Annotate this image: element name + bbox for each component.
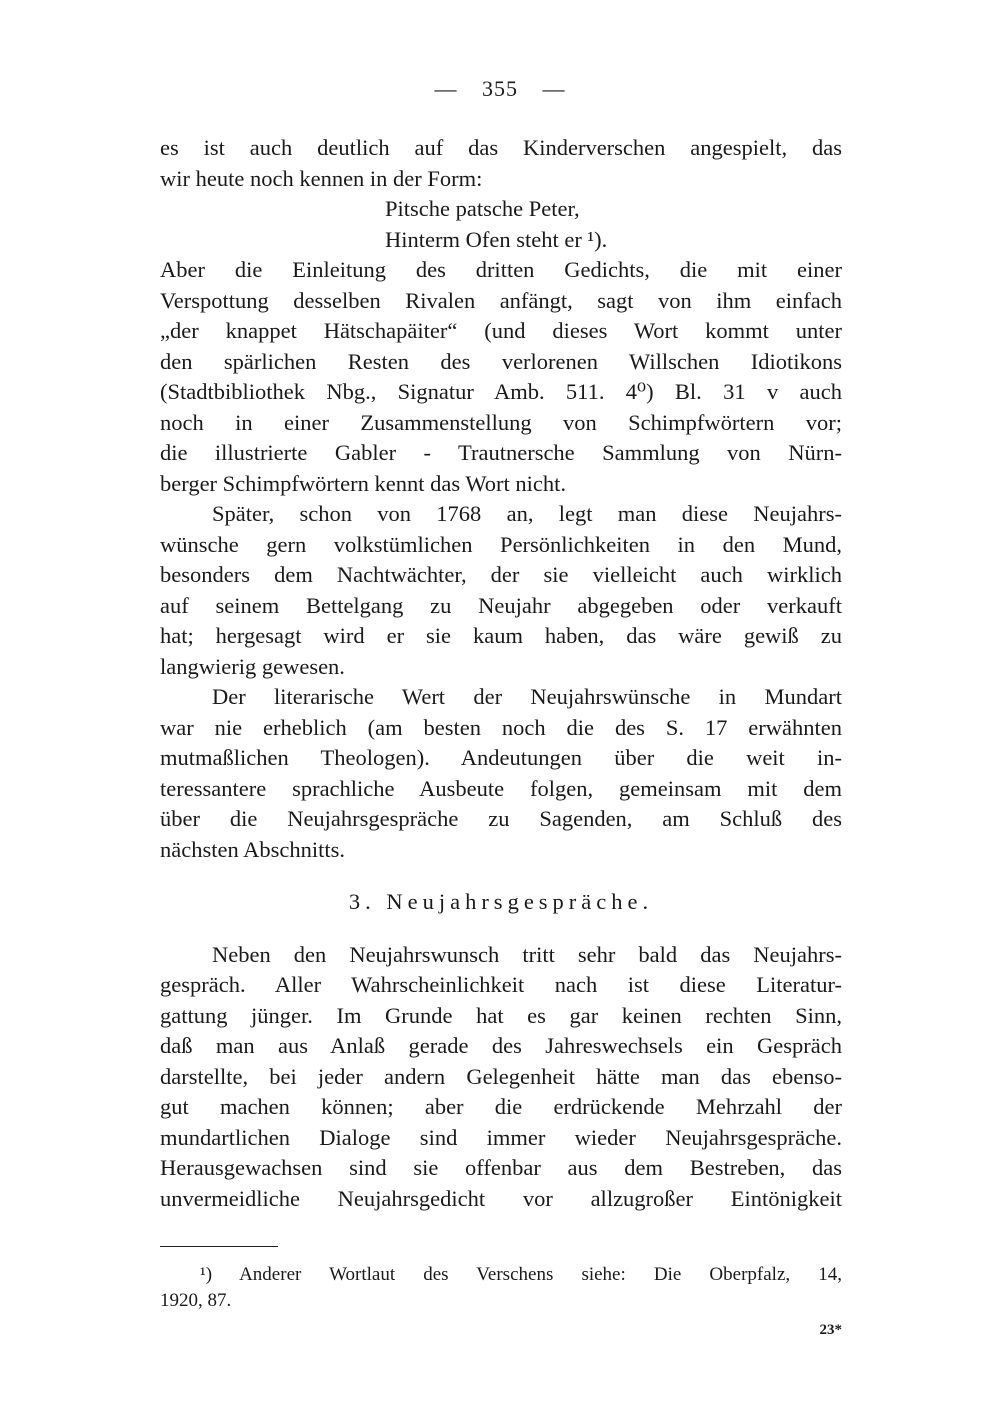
footnote [160,1262,842,1314]
text-line: Verspottung desselben Rivalen anfängt, sagt von ihm einfach [160,287,842,313]
text-line: wir heute noch kennen in der Form: [160,165,483,191]
text-line: noch in einer Zusammenstellung von Schimpfwörtern vor; [160,409,842,435]
header-dash-right: — [542,76,566,101]
text-line: Später, schon von 1768 an, legt man diese Neujahrs- [212,501,842,526]
text-line: (Stadtbibliothek Nbg., Signatur Amb. 511. 4⁰) Bl. 31 v auch [160,379,842,404]
body-text [160,133,842,1214]
text-line: unvermeidliche Neujahrsgedicht vor allzugroßer Eintönigkeit [160,1185,842,1211]
text-line: darstellte, bei jeder andern Gelegenheit hätte man das ebenso- [160,1063,842,1089]
text-line: die illustrierte Gabler - Trautnersche Sammlung von Nürn- [160,440,842,465]
text-line: es ist auch deutlich auf das Kinderverschen angespielt, das [160,135,842,160]
text-line: gespräch. Aller Wahrscheinlichkeit nach ist diese Literatur- [160,972,842,997]
text-line: wünsche gern volkstümlichen Persönlichkeiten in den Mund, [160,531,842,557]
text-line: auf seinem Bettelgang zu Neujahr abgegeben oder verkauft [160,592,842,618]
text-line: mundartlichen Dialoge sind immer wieder Neujahrsgespräche. [160,1124,842,1150]
text-line: langwierig gewesen. [160,653,345,679]
footnote-line: 1920, 87. [160,1290,232,1311]
text-line: teressantere sprachliche Ausbeute folgen, gemeinsam mit dem [160,775,842,801]
text-line: nächsten Abschnitts. [160,836,345,862]
text-line: besonders dem Nachtwächter, der sie vielleicht auch wirklich [160,562,842,587]
page-header [0,76,1000,102]
text-line: hat; hergesagt wird er sie kaum haben, das wäre gewiß zu [160,623,842,648]
text-line: berger Schimpfwörtern kennt das Wort nicht. [160,470,567,496]
text-line: über die Neujahrsgespräche zu Sagenden, am Schluß des [160,806,842,831]
text-line: mutmaßlichen Theologen). Andeutungen über die weit in- [160,745,842,770]
verse-line: Hinterm Ofen steht er ¹). [385,226,608,252]
text-line: Aber die Einleitung des dritten Gedichts, die mit einer [160,257,842,282]
text-line: Neben den Neujahrswunsch tritt sehr bald das Neujahrs- [212,941,842,967]
section-heading: 3. Neujahrsgespräche. [348,889,654,914]
text-line: „der knappet Hätschapäiter“ (und dieses Wort kommt unter [160,318,842,343]
header-dash-left: — [434,76,458,101]
text-line: den spärlichen Resten des verlorenen Willschen Idiotikons [160,348,842,374]
page-number: 355 [482,76,518,101]
footnote-line: ¹) Anderer Wortlaut des Verschens siehe: Die Oberpfalz, 14, [200,1264,842,1285]
text-line: war nie erheblich (am besten noch die des S. 17 erwähnten [160,714,842,740]
text-line: daß man aus Anlaß gerade des Jahreswechsels ein Gespräch [160,1033,842,1058]
footnote-divider [160,1246,278,1247]
text-line: Der literarische Wert der Neujahrswünsche in Mundart [212,684,842,709]
text-line: gattung jünger. Im Grunde hat es gar keinen rechten Sinn, [160,1002,842,1028]
text-line: Herausgewachsen sind sie offenbar aus dem Bestreben, das [160,1155,842,1180]
text-line: gut machen können; aber die erdrückende Mehrzahl der [160,1094,842,1119]
printer-signature-mark: 23* [819,1322,842,1338]
verse-line: Pitsche patsche Peter, [385,196,580,221]
